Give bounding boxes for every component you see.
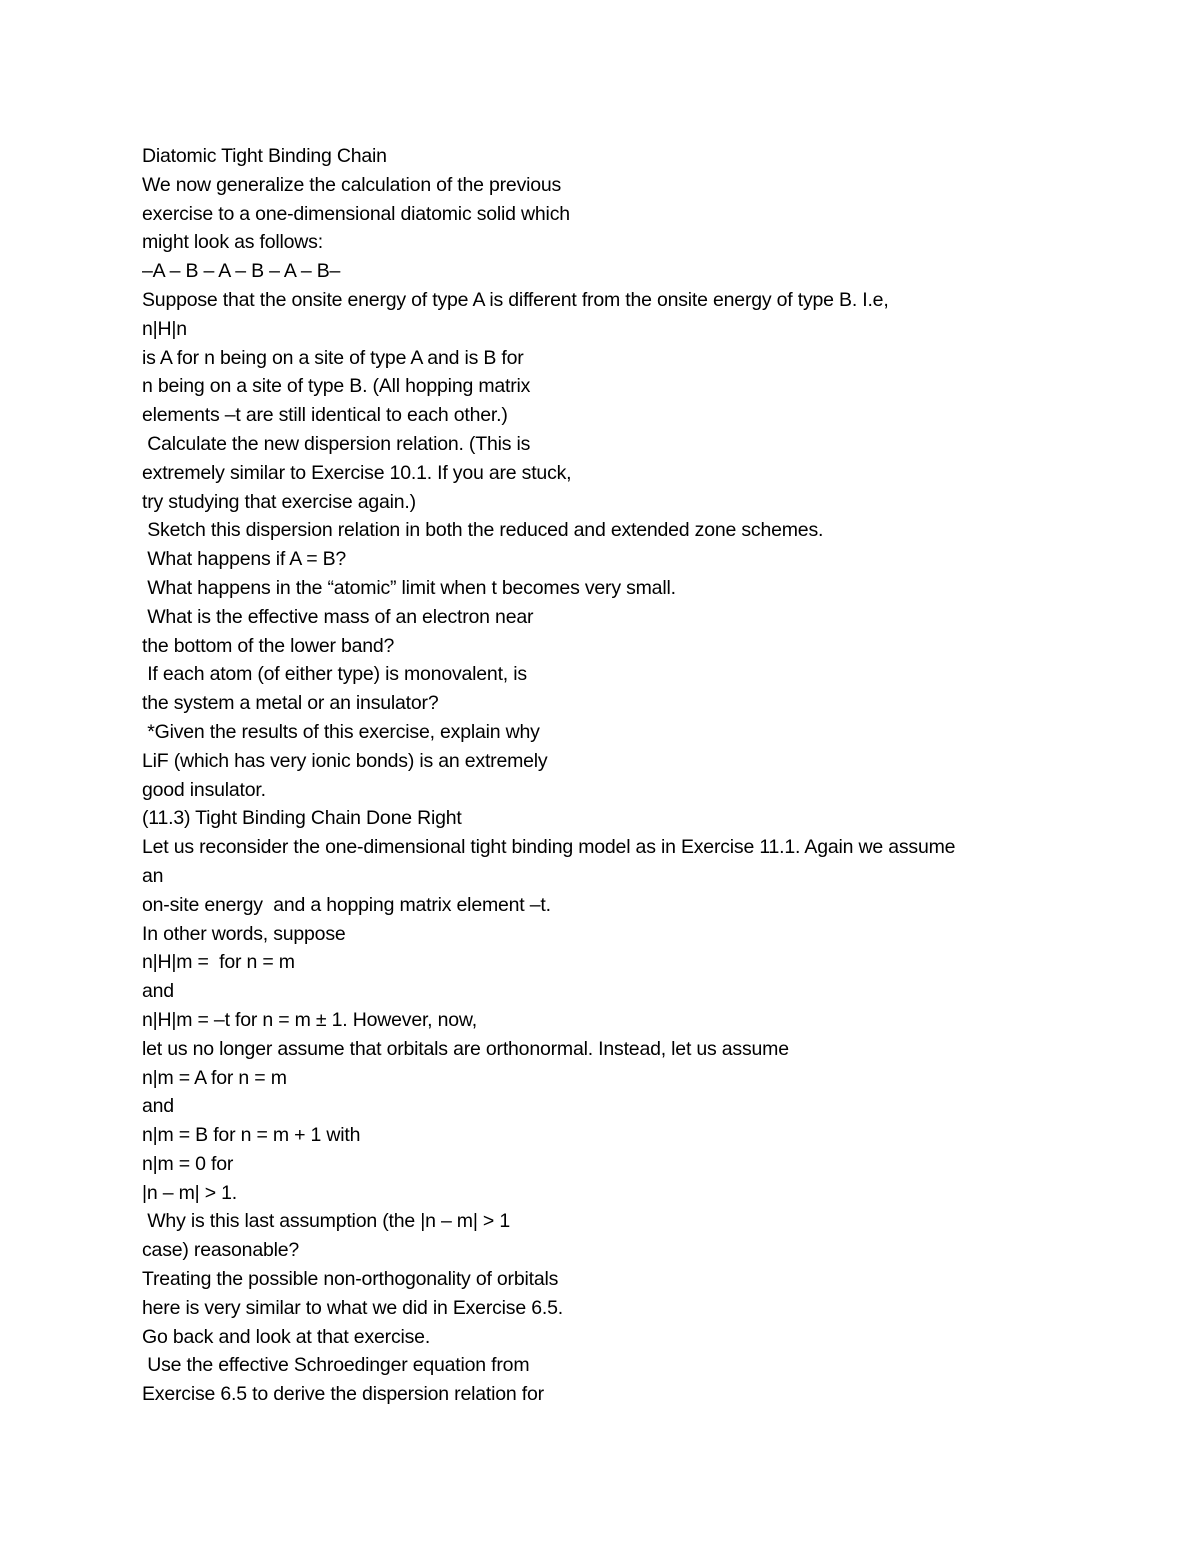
equation-line: n|H|m = for n = m [142, 951, 295, 974]
document-title: Diatomic Tight Binding Chain [142, 145, 387, 167]
question-line: What happens in the “atomic” limit when t becomes very small. [142, 576, 676, 599]
text-line: n being on a site of type B. (All hopping matrix [142, 375, 531, 398]
text-line: good insulator. [142, 778, 266, 801]
text-line: try studying that exercise again.) [142, 490, 416, 513]
chain-diagram-text: –A – B – A – B – A – B– [142, 260, 341, 283]
text-line: the system a metal or an insulator? [142, 692, 439, 715]
equation-line: n|m = A for n = m [142, 1066, 287, 1089]
question-line: Calculate the new dispersion relation. (This is [142, 432, 531, 455]
text-line: exercise to a one-dimensional diatomic solid which [142, 202, 570, 225]
text-line: on-site energy and a hopping matrix element –t. [142, 893, 551, 916]
text-line: Suppose that the onsite energy of type A is different from the onsite energy of type B. I.e, [142, 288, 889, 311]
text-line: here is very similar to what we did in Exercise 6.5. [142, 1296, 563, 1319]
text-line: might look as follows: [142, 231, 323, 254]
text-line: let us no longer assume that orbitals are orthonormal. Instead, let us assume [142, 1037, 789, 1060]
question-line: If each atom (of either type) is monovalent, is [142, 663, 527, 686]
text-line: the bottom of the lower band? [142, 634, 395, 657]
equation-line: |n – m| > 1. [142, 1181, 237, 1204]
equation-line: n|H|n [142, 317, 187, 340]
text-line: We now generalize the calculation of the previous [142, 173, 562, 196]
question-line: *Given the results of this exercise, explain why [142, 720, 540, 743]
text-line: In other words, suppose [142, 922, 346, 945]
text-line: elements –t are still identical to each other.) [142, 404, 508, 427]
text-line: case) reasonable? [142, 1239, 300, 1262]
equation-line: n|m = B for n = m + 1 with [142, 1124, 361, 1147]
equation-line: n|m = 0 for [142, 1152, 234, 1175]
text-line: an [142, 864, 164, 887]
text-line: Exercise 6.5 to derive the dispersion relation for [142, 1383, 544, 1406]
text-line: LiF (which has very ionic bonds) is an extremely [142, 749, 548, 772]
question-line: What happens if A = B? [142, 548, 347, 571]
text-line: and [142, 980, 174, 1003]
text-line: Go back and look at that exercise. [142, 1325, 431, 1348]
question-line: Use the effective Schroedinger equation from [142, 1354, 530, 1377]
text-line: is A for n being on a site of type A and is B for [142, 346, 524, 369]
text-line: Treating the possible non-orthogonality of orbitals [142, 1268, 559, 1291]
question-line: Why is this last assumption (the |n – m| > 1 [142, 1210, 510, 1233]
equation-line: n|H|m = –t for n = m ± 1. However, now, [142, 1008, 477, 1031]
text-line: and [142, 1095, 174, 1118]
question-line: Sketch this dispersion relation in both the reduced and extended zone schemes. [142, 519, 824, 542]
question-line: What is the effective mass of an electron near [142, 605, 534, 628]
section-heading: (11.3) Tight Binding Chain Done Right [142, 807, 462, 830]
document-body [142, 142, 1102, 1409]
text-line: Let us reconsider the one-dimensional tight binding model as in Exercise 11.1. Again we assume [142, 836, 956, 859]
text-line: extremely similar to Exercise 10.1. If you are stuck, [142, 461, 572, 484]
